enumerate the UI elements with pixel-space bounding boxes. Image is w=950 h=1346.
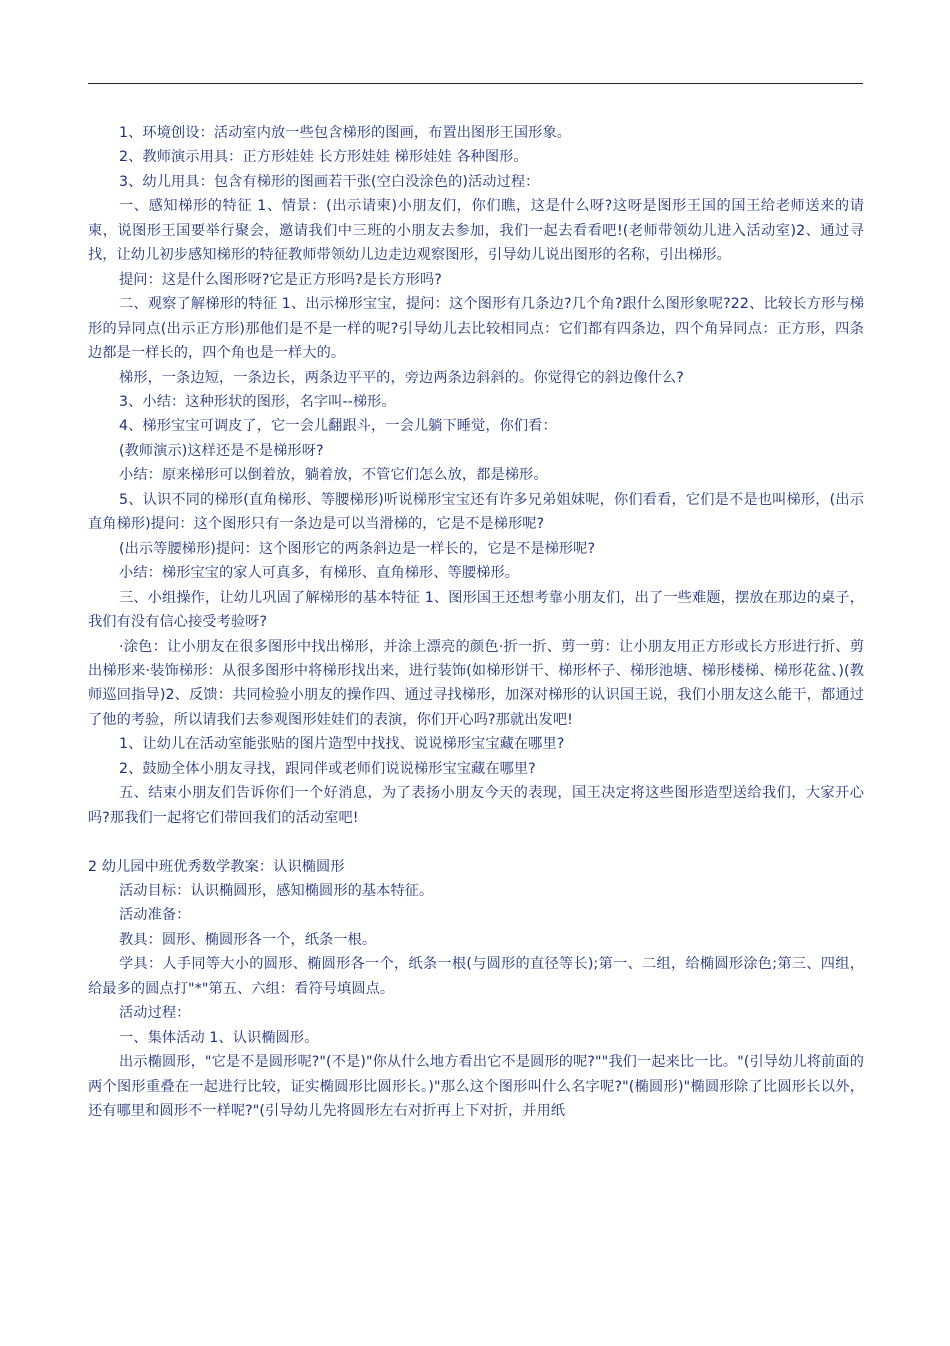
section-gap [88, 830, 864, 854]
paragraph: 活动目标：认识椭圆形，感知椭圆形的基本特征。 [119, 883, 434, 900]
paragraph: 小结：原来梯形可以倒着放，躺着放，不管它们怎么放，都是梯形。 [119, 467, 548, 484]
paragraph: 三、小组操作，让幼儿巩固了解梯形的基本特征 1、图形国王还想考靠小朋友们，出了一些难题，摆放在那边的桌子，我们有没有信心接受考验呀? [88, 589, 864, 631]
section-title: 2 幼儿园中班优秀数学教案：认识椭圆形 [88, 858, 345, 875]
paragraph: 五、结束小朋友们告诉你们一个好消息，为了表扬小朋友今天的表现，国王决定将这些图形造型送给我们，大家开心吗?那我们一起将它们带回我们的活动室吧! [88, 785, 864, 826]
paragraph: 1、让幼儿在活动室能张贴的图片造型中找找、说说梯形宝宝藏在哪里? [119, 736, 565, 753]
paragraph: 提问：这是什么图形呀?它是正方形吗?是长方形吗? [119, 271, 442, 288]
paragraph: 2、鼓励全体小朋友寻找，跟同伴或老师们说说梯形宝宝藏在哪里? [119, 760, 536, 777]
paragraph: 二、观察了解梯形的特征 1、出示梯形宝宝，提问：这个图形有几条边?几个角?跟什么图形象呢?22、比较长方形与梯形的异同点(出示正方形)那他们是不是一样的呢?引导幼儿去比较相同点：它们都有四条边，四个角异同点：正方形，四条边都是一样长的，四个角也是一样大的。 [88, 296, 864, 362]
header-rule [88, 83, 863, 84]
paragraph: 2、教师演示用具：正方形娃娃 长方形娃娃 梯形娃娃 各种图形。 [119, 149, 528, 166]
paragraph: 3、小结：这种形状的图形，名字叫--梯形。 [119, 393, 396, 410]
paragraph: 一、集体活动 1、认识椭圆形。 [119, 1029, 319, 1046]
paragraph: 教具：圆形、椭圆形各一个，纸条一根。 [119, 931, 377, 948]
paragraph: 5、认识不同的梯形(直角梯形、等腰梯形)听说梯形宝宝还有许多兄弟姐妹呢，你们看看，它们是不是也叫梯形，(出示直角梯形)提问：这个图形只有一条边是可以当滑梯的，它是不是梯形呢? [88, 491, 864, 533]
paragraph: 小结：梯形宝宝的家人可真多，有梯形、直角梯形、等腰梯形。 [119, 565, 520, 582]
paragraph: 出示椭圆形，"它是不是圆形呢?"(不是)"你从什么地方看出它不是圆形的呢?""我们一起来比一比。"(引导幼儿将前面的两个图形重叠在一起进行比较，证实椭圆形比圆形长。)"那么这个图形叫什么名字呢?"(椭圆形)"椭圆形除了比圆形长以外，还有哪里和圆形不一样呢?"(引导幼儿先将圆形左右对折再上下对折，并用纸 [88, 1054, 864, 1120]
paragraph: 学具：人手同等大小的圆形、椭圆形各一个，纸条一根(与圆形的直径等长);第一、二组，给椭圆形涂色;第三、四组，给最多的圆点打"*"第五、六组：看符号填圆点。 [88, 956, 864, 997]
paragraph: 一、感知梯形的特征 1、情景：(出示请柬)小朋友们，你们瞧，这是什么呀?这呀是图形王国的国王给老师送来的请柬，说图形王国要举行聚会，邀请我们中三班的小朋友去参加，我们一起去看看吧!(老师带领幼儿进入活动室)2、通过寻找，让幼儿初步感知梯形的特征教师带领幼儿边走边观察图形，引导幼儿说出图形的名称，引出梯形。 [88, 198, 864, 264]
paragraph: 3、幼儿用具：包含有梯形的图画若干张(空白没涂色的)活动过程： [119, 173, 540, 190]
paragraph: 梯形，一条边短，一条边长，两条边平平的，旁边两条边斜斜的。你觉得它的斜边像什么? [119, 369, 684, 386]
paragraph: (出示等腰梯形)提问：这个图形它的两条斜边是一样长的，它是不是梯形呢? [119, 540, 596, 557]
paragraph: 活动过程： [119, 1005, 191, 1022]
paragraph: (教师演示)这样还是不是梯形呀? [119, 442, 324, 459]
paragraph: 4、梯形宝宝可调皮了，它一会儿翻跟斗，一会儿躺下睡觉，你们看： [119, 418, 557, 435]
paragraph: ·涂色：让小朋友在很多图形中找出梯形，并涂上漂亮的颜色·折一折、剪一剪：让小朋友用正方形或长方形进行折、剪出梯形来·装饰梯形：从很多图形中将梯形找出来，进行装饰(如梯形饼干、梯形杯子、梯形池塘、梯形楼梯、梯形花盆、)(教师巡回指导)2、反馈：共同检验小朋友的操作四、通过寻找梯形，加深对梯形的认识国王说，我们小朋友这么能干，都通过了他的考验，所以请我们去参观图形娃娃们的表演，你们开心吗?那就出发吧! [88, 638, 864, 728]
paragraph: 活动准备： [119, 907, 191, 924]
document-body [88, 121, 864, 1124]
paragraph: 1、环境创设：活动室内放一些包含梯形的图画，布置出图形王国形象。 [119, 125, 572, 141]
